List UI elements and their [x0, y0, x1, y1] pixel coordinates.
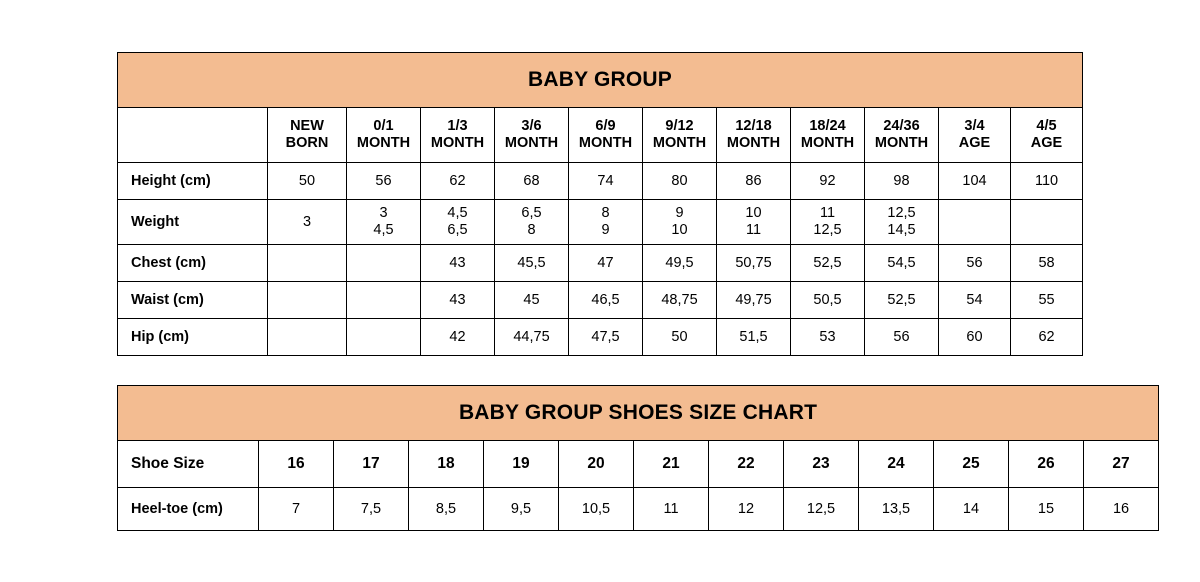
cell-hip-3-6-month: 44,75: [495, 319, 569, 356]
cell-hip-6-9-month: 47,5: [569, 319, 643, 356]
cell-hip-24-36-month: 56: [865, 319, 939, 356]
cell-waist-4-5-age: 55: [1011, 282, 1083, 319]
cell-hip-0-1-month: [347, 319, 421, 356]
cell-heel-toe-16: 7: [259, 488, 334, 531]
cell-hip-1-3-month: 42: [421, 319, 495, 356]
cell-weight-new-born: 3: [268, 200, 347, 245]
cell-height-12-18-month: 86: [717, 163, 791, 200]
cell-hip-4-5-age: 62: [1011, 319, 1083, 356]
cell-hip-18-24-month: 53: [791, 319, 865, 356]
header-corner-cell: [118, 108, 268, 163]
table-row: [118, 245, 1083, 282]
column-header-12-18-month: 12/18 MONTH: [717, 108, 791, 163]
cell-chest-3-4-age: 56: [939, 245, 1011, 282]
cell-height-3-4-age: 104: [939, 163, 1011, 200]
column-header-18-24-month: 18/24 MONTH: [791, 108, 865, 163]
cell-waist-3-6-month: 45: [495, 282, 569, 319]
column-header-3-4-age: 3/4 AGE: [939, 108, 1011, 163]
cell-shoe-size-25: 25: [934, 441, 1009, 488]
cell-chest-18-24-month: 52,5: [791, 245, 865, 282]
cell-height-18-24-month: 92: [791, 163, 865, 200]
row-label-weight: Weight: [118, 200, 268, 245]
baby-group-size-table: [117, 52, 1083, 356]
baby-group-title: BABY GROUP: [118, 53, 1083, 108]
cell-weight-1-3-month: 4,5 6,5: [421, 200, 495, 245]
cell-heel-toe-24: 13,5: [859, 488, 934, 531]
shoes-chart-title: BABY GROUP SHOES SIZE CHART: [118, 386, 1159, 441]
table-row: [118, 441, 1159, 488]
cell-waist-12-18-month: 49,75: [717, 282, 791, 319]
column-header-4-5-age: 4/5 AGE: [1011, 108, 1083, 163]
cell-height-1-3-month: 62: [421, 163, 495, 200]
cell-shoe-size-22: 22: [709, 441, 784, 488]
cell-shoe-size-19: 19: [484, 441, 559, 488]
cell-height-new-born: 50: [268, 163, 347, 200]
cell-weight-18-24-month: 11 12,5: [791, 200, 865, 245]
row-label-height: Height (cm): [118, 163, 268, 200]
cell-shoe-size-23: 23: [784, 441, 859, 488]
row-label-waist: Waist (cm): [118, 282, 268, 319]
cell-weight-9-12-month: 9 10: [643, 200, 717, 245]
cell-chest-6-9-month: 47: [569, 245, 643, 282]
cell-shoe-size-16: 16: [259, 441, 334, 488]
cell-shoe-size-24: 24: [859, 441, 934, 488]
cell-shoe-size-17: 17: [334, 441, 409, 488]
cell-hip-9-12-month: 50: [643, 319, 717, 356]
cell-heel-toe-26: 15: [1009, 488, 1084, 531]
cell-waist-6-9-month: 46,5: [569, 282, 643, 319]
size-chart-page: [117, 52, 1130, 531]
cell-heel-toe-17: 7,5: [334, 488, 409, 531]
cell-height-3-6-month: 68: [495, 163, 569, 200]
size-table-title-row: [118, 53, 1083, 108]
cell-heel-toe-22: 12: [709, 488, 784, 531]
column-header-9-12-month: 9/12 MONTH: [643, 108, 717, 163]
cell-waist-24-36-month: 52,5: [865, 282, 939, 319]
row-label-hip: Hip (cm): [118, 319, 268, 356]
cell-waist-3-4-age: 54: [939, 282, 1011, 319]
cell-heel-toe-18: 8,5: [409, 488, 484, 531]
table-row: [118, 163, 1083, 200]
cell-weight-4-5-age: [1011, 200, 1083, 245]
baby-group-shoes-size-table: [117, 385, 1159, 531]
table-row: [118, 282, 1083, 319]
cell-waist-18-24-month: 50,5: [791, 282, 865, 319]
table-row: [118, 200, 1083, 245]
cell-heel-toe-19: 9,5: [484, 488, 559, 531]
table-row: [118, 319, 1083, 356]
cell-hip-3-4-age: 60: [939, 319, 1011, 356]
size-table-header-row: [118, 108, 1083, 163]
table-row: [118, 488, 1159, 531]
column-header-new-born: NEW BORN: [268, 108, 347, 163]
row-label-heel-toe: Heel-toe (cm): [118, 488, 259, 531]
shoes-table-title-row: [118, 386, 1159, 441]
cell-shoe-size-21: 21: [634, 441, 709, 488]
cell-chest-1-3-month: 43: [421, 245, 495, 282]
cell-shoe-size-27: 27: [1084, 441, 1159, 488]
cell-chest-12-18-month: 50,75: [717, 245, 791, 282]
cell-height-4-5-age: 110: [1011, 163, 1083, 200]
cell-chest-9-12-month: 49,5: [643, 245, 717, 282]
cell-heel-toe-27: 16: [1084, 488, 1159, 531]
cell-chest-3-6-month: 45,5: [495, 245, 569, 282]
cell-waist-0-1-month: [347, 282, 421, 319]
cell-shoe-size-18: 18: [409, 441, 484, 488]
cell-weight-0-1-month: 3 4,5: [347, 200, 421, 245]
cell-heel-toe-23: 12,5: [784, 488, 859, 531]
cell-weight-24-36-month: 12,5 14,5: [865, 200, 939, 245]
cell-waist-1-3-month: 43: [421, 282, 495, 319]
column-header-3-6-month: 3/6 MONTH: [495, 108, 569, 163]
cell-weight-3-4-age: [939, 200, 1011, 245]
cell-waist-9-12-month: 48,75: [643, 282, 717, 319]
cell-height-6-9-month: 74: [569, 163, 643, 200]
cell-chest-4-5-age: 58: [1011, 245, 1083, 282]
cell-waist-new-born: [268, 282, 347, 319]
cell-height-9-12-month: 80: [643, 163, 717, 200]
cell-hip-new-born: [268, 319, 347, 356]
shoes-chart-wrapper: [117, 385, 1130, 531]
cell-hip-12-18-month: 51,5: [717, 319, 791, 356]
column-header-6-9-month: 6/9 MONTH: [569, 108, 643, 163]
column-header-1-3-month: 1/3 MONTH: [421, 108, 495, 163]
cell-chest-24-36-month: 54,5: [865, 245, 939, 282]
cell-shoe-size-26: 26: [1009, 441, 1084, 488]
cell-chest-0-1-month: [347, 245, 421, 282]
cell-weight-6-9-month: 8 9: [569, 200, 643, 245]
column-header-0-1-month: 0/1 MONTH: [347, 108, 421, 163]
cell-heel-toe-25: 14: [934, 488, 1009, 531]
cell-height-24-36-month: 98: [865, 163, 939, 200]
cell-heel-toe-20: 10,5: [559, 488, 634, 531]
cell-weight-3-6-month: 6,5 8: [495, 200, 569, 245]
cell-chest-new-born: [268, 245, 347, 282]
row-label-chest: Chest (cm): [118, 245, 268, 282]
cell-weight-12-18-month: 10 11: [717, 200, 791, 245]
cell-heel-toe-21: 11: [634, 488, 709, 531]
column-header-24-36-month: 24/36 MONTH: [865, 108, 939, 163]
cell-height-0-1-month: 56: [347, 163, 421, 200]
row-label-shoe-size: Shoe Size: [118, 441, 259, 488]
cell-shoe-size-20: 20: [559, 441, 634, 488]
